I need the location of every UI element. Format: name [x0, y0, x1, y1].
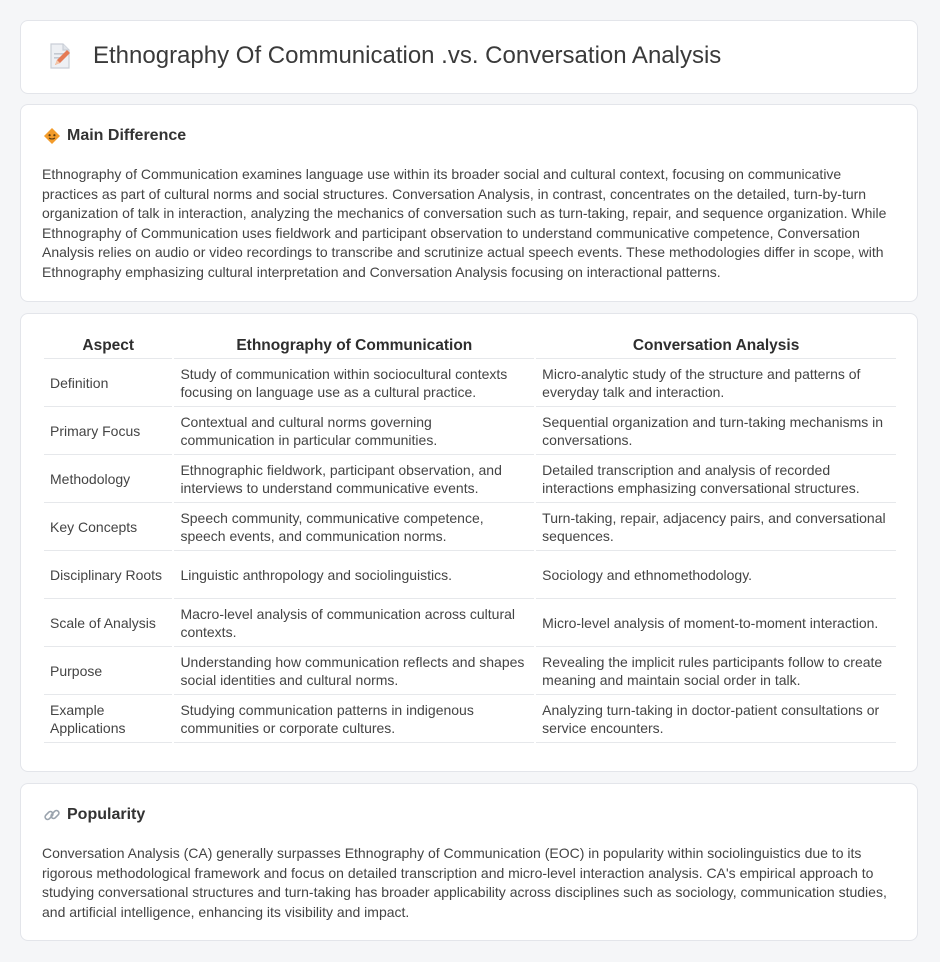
row-ethnography: Study of communication within sociocultural contexts focusing on language use as a cultural practice.	[174, 359, 534, 407]
row-conversation-analysis: Micro-level analysis of moment-to-moment interaction.	[536, 599, 896, 647]
comparison-table-card	[20, 313, 918, 772]
popularity-heading: Popularity	[67, 806, 146, 823]
table-header-row	[44, 334, 896, 359]
row-ethnography: Macro-level analysis of communication across cultural contexts.	[174, 599, 534, 647]
link-icon	[43, 806, 61, 824]
table-row	[44, 599, 896, 647]
table-row	[44, 359, 896, 407]
row-aspect: Definition	[44, 359, 172, 407]
row-conversation-analysis: Analyzing turn-taking in doctor-patient consultations or service encounters.	[536, 695, 896, 743]
header-conversation-analysis: Conversation Analysis	[536, 334, 896, 359]
comparison-table	[42, 334, 898, 743]
table-row	[44, 647, 896, 695]
row-conversation-analysis: Micro-analytic study of the structure and patterns of everyday talk and interaction.	[536, 359, 896, 407]
table-row	[44, 695, 896, 743]
title-row	[45, 41, 721, 71]
row-aspect: Example Applications	[44, 695, 172, 743]
popularity-card	[20, 783, 918, 941]
main-difference-heading: Main Difference	[67, 127, 187, 144]
popularity-header	[43, 806, 145, 824]
row-ethnography: Understanding how communication reflects and shapes social identities and cultural norms.	[174, 647, 534, 695]
row-conversation-analysis: Revealing the implicit rules participants follow to create meaning and maintain social order in talk.	[536, 647, 896, 695]
row-aspect: Methodology	[44, 455, 172, 503]
header-aspect: Aspect	[44, 334, 172, 359]
title-card	[20, 20, 918, 94]
main-difference-text: Ethnography of Communication examines language use within its broader social and cultural context, focusing on communicative practices as part of cultural norms and social structures. Conversation Analysis, in contrast, concentrates on the detailed, turn-by-turn organization of talk in interaction, analyzing the mechanics of conversation such as turn-taking, repair, and sequence organization. While Ethnography of Communication uses fieldwork and participant observation to understand communicative competence, Conversation Analysis relies on audio or video recordings to transcribe and scrutinize actual speech events. These methodologies differ in scope, with Ethnography emphasizing cultural interpretation and Conversation Analysis focusing on interactional patterns.	[42, 166, 887, 280]
popularity-text: Conversation Analysis (CA) generally surpasses Ethnography of Communication (EOC) in popularity within sociolinguistics due to its rigorous methodological framework and focus on detailed transcription and micro-level interaction analysis. CA's empirical approach to studying conversational structures and turn-taking has broader applicability across disciplines such as sociology, communication studies, and artificial intelligence, enhancing its visibility and impact.	[42, 845, 887, 920]
main-difference-card	[20, 104, 918, 302]
row-aspect: Disciplinary Roots	[44, 551, 172, 599]
row-ethnography: Studying communication patterns in indigenous communities or corporate cultures.	[174, 695, 534, 743]
row-aspect: Primary Focus	[44, 407, 172, 455]
row-aspect: Scale of Analysis	[44, 599, 172, 647]
row-conversation-analysis: Detailed transcription and analysis of recorded interactions emphasizing conversational structures.	[536, 455, 896, 503]
row-ethnography: Ethnographic fieldwork, participant observation, and interviews to understand communicative events.	[174, 455, 534, 503]
row-ethnography: Contextual and cultural norms governing communication in particular communities.	[174, 407, 534, 455]
table-row	[44, 551, 896, 599]
table-row	[44, 503, 896, 551]
warning-diamond-icon	[43, 127, 61, 145]
row-aspect: Purpose	[44, 647, 172, 695]
row-aspect: Key Concepts	[44, 503, 172, 551]
row-ethnography: Speech community, communicative competence, speech events, and communication norms.	[174, 503, 534, 551]
row-conversation-analysis: Turn-taking, repair, adjacency pairs, and conversational sequences.	[536, 503, 896, 551]
row-conversation-analysis: Sociology and ethnomethodology.	[536, 551, 896, 599]
table-row	[44, 407, 896, 455]
row-conversation-analysis: Sequential organization and turn-taking mechanisms in conversations.	[536, 407, 896, 455]
header-ethnography: Ethnography of Communication	[174, 334, 534, 359]
main-difference-header	[43, 127, 186, 145]
table-row	[44, 455, 896, 503]
page-title: Ethnography Of Communication .vs. Conversation Analysis	[93, 42, 722, 69]
document-edit-icon	[45, 41, 75, 71]
row-ethnography: Linguistic anthropology and sociolinguistics.	[174, 551, 534, 599]
